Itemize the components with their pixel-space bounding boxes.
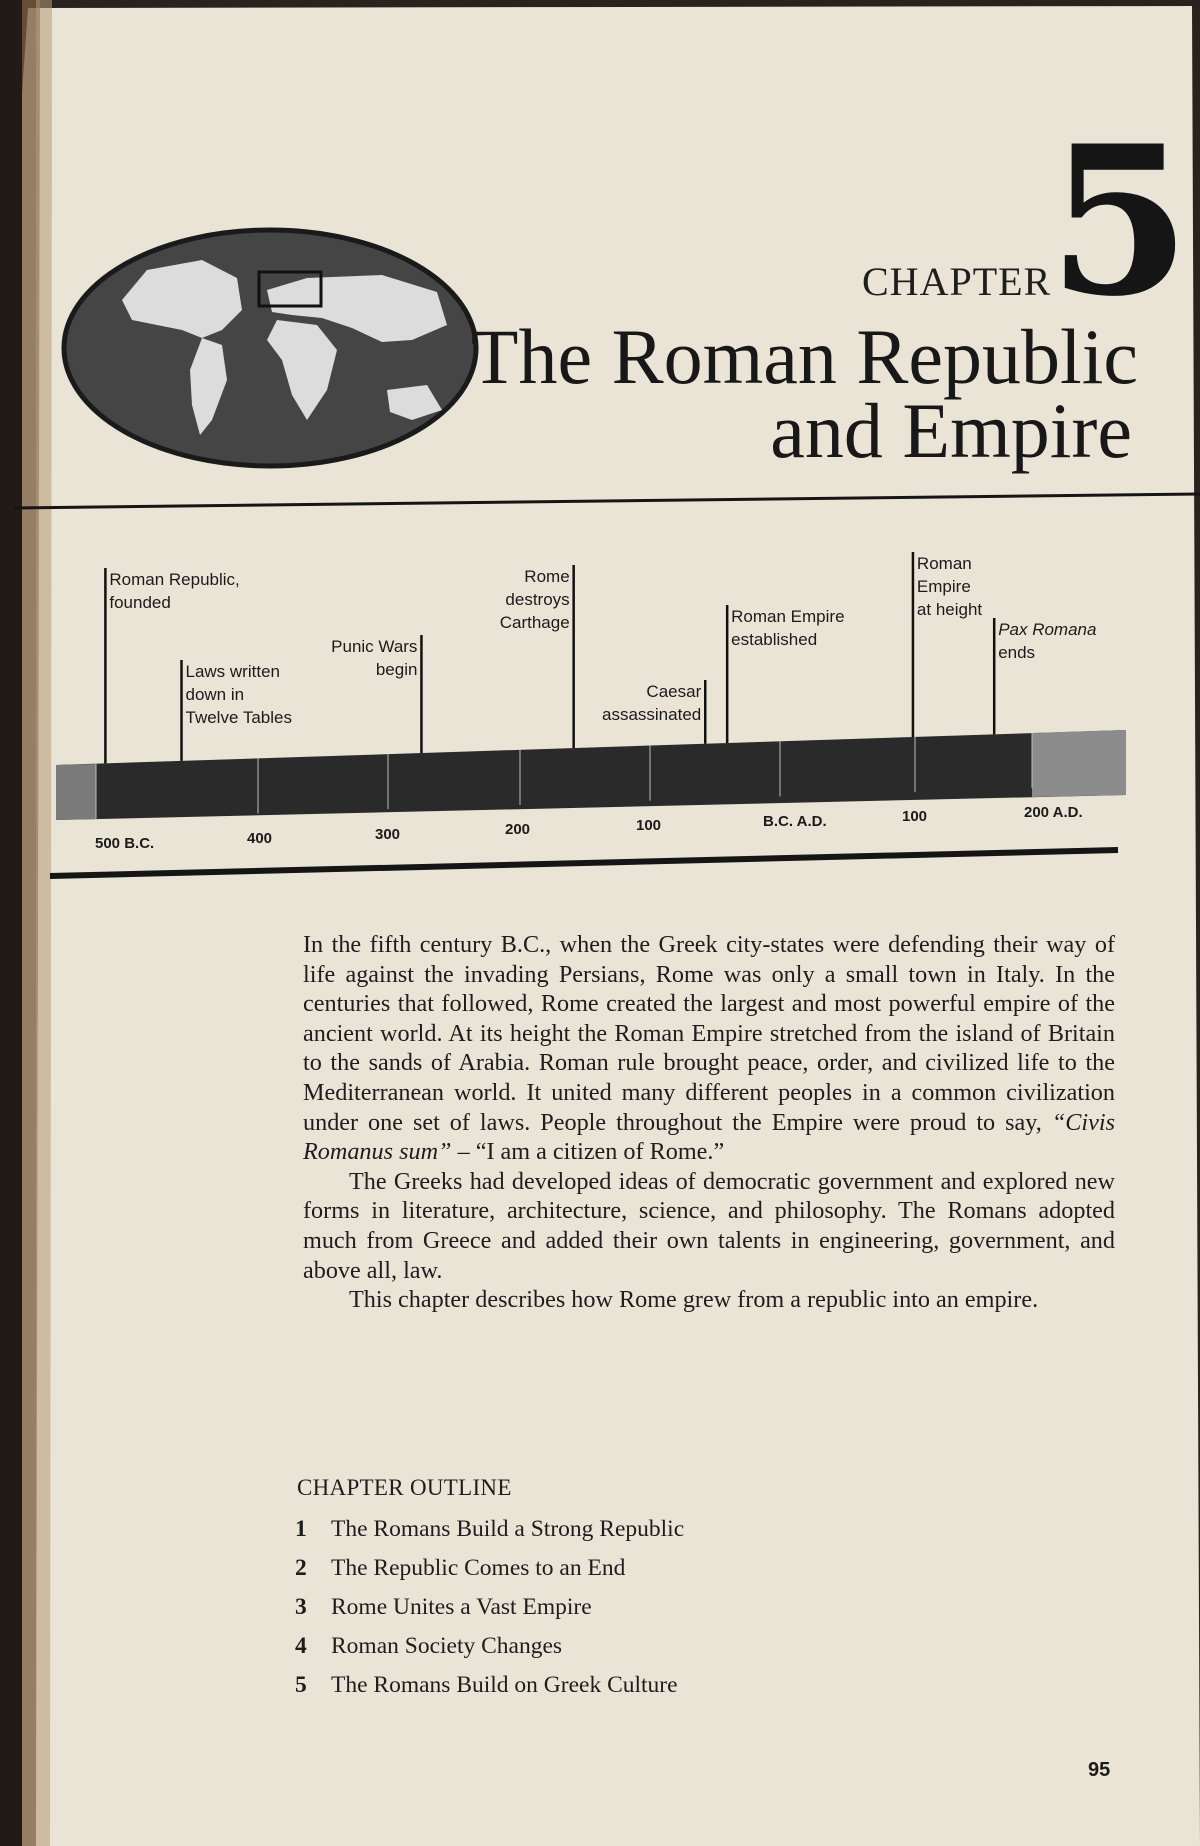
timeline	[0, 0, 1200, 900]
timeline-event-label: Punic Wars begin	[331, 637, 418, 679]
paragraph-3: This chapter describes how Rome grew from a republic into an empire.	[349, 1286, 1039, 1314]
timeline-tick-label: 400	[247, 829, 273, 847]
timeline-event-label: Rome destroys Carthage	[499, 567, 570, 632]
timeline-tick-label: 300	[375, 825, 401, 843]
timeline-tick-label: 500 B.C.	[95, 835, 155, 852]
outline-heading: CHAPTER OUTLINE	[297, 1475, 512, 1500]
outline-item-text: The Romans Build a Strong Republic	[331, 1516, 685, 1542]
timeline-graphic	[0, 0, 1200, 900]
timeline-event-label: Caesar assassinated	[602, 682, 702, 724]
timeline-event-label: Pax Romana ends	[998, 620, 1097, 662]
outline-item-number: 3	[295, 1594, 307, 1620]
body-text	[303, 930, 1115, 1315]
timeline-event-label: Roman Republic, founded	[109, 570, 240, 612]
outline-item	[295, 1510, 684, 1549]
outline-item-number: 1	[295, 1516, 307, 1542]
outline-item-number: 5	[295, 1672, 307, 1698]
paragraph-2: The Greeks had developed ideas of democratic government and explored new forms in literature, architecture, science, and philosophy. The Romans adopted much from Greece and added their own talents in engineering, government, and above all, law.	[303, 1167, 1115, 1284]
outline-item	[295, 1627, 684, 1666]
timeline-event-label: Roman Empire established	[731, 607, 845, 649]
chapter-title-line1: The Roman Republic	[470, 313, 1138, 400]
chapter-number: 5	[1048, 102, 1191, 342]
timeline-event-label: Roman Empire at height	[916, 554, 983, 619]
outline-item	[295, 1588, 684, 1627]
chapter-title-line2: and Empire	[770, 387, 1132, 474]
timeline-tick-label: 100	[902, 807, 928, 825]
timeline-tick-label: B.C. A.D.	[763, 812, 827, 830]
chapter-outline	[295, 1510, 684, 1705]
timeline-event-label: Laws written down in Twelve Tables	[185, 662, 292, 727]
timeline-tick-label: 200	[505, 821, 531, 839]
timeline-tick-label: 200 A.D.	[1024, 803, 1083, 821]
outline-item-text: Rome Unites a Vast Empire	[331, 1594, 592, 1620]
paragraph-1: In the fifth century B.C., when the Greek city-states were defending their way of life against the invading Persians, Rome was only a small town in Italy. In the centuries that followed, Rome created the largest and most powerful empire of the ancient world. At its height the Roman Empire stretched from the island of Britain to the sands of Arabia. Roman rule brought peace, order, and civilized life to the Mediterranean world. It united many different peoples in a common civilization under one set of laws. People throughout the Empire were proud to say, “Civis Romanus sum” – “I am a citizen of Rome.”	[303, 931, 1115, 1166]
outline-item	[295, 1666, 684, 1705]
outline-item-text: The Romans Build on Greek Culture	[331, 1672, 678, 1698]
outline-item-number: 2	[295, 1555, 307, 1581]
timeline-tick-label: 100	[636, 816, 662, 834]
page-number: 95	[1088, 1759, 1111, 1781]
outline-item-text: Roman Society Changes	[331, 1633, 563, 1659]
outline-item-number: 4	[295, 1633, 307, 1659]
outline-item-text: The Republic Comes to an End	[331, 1555, 626, 1581]
outline-item	[295, 1549, 684, 1588]
chapter-label: CHAPTER	[862, 259, 1052, 304]
timeline-bar	[56, 730, 1126, 820]
